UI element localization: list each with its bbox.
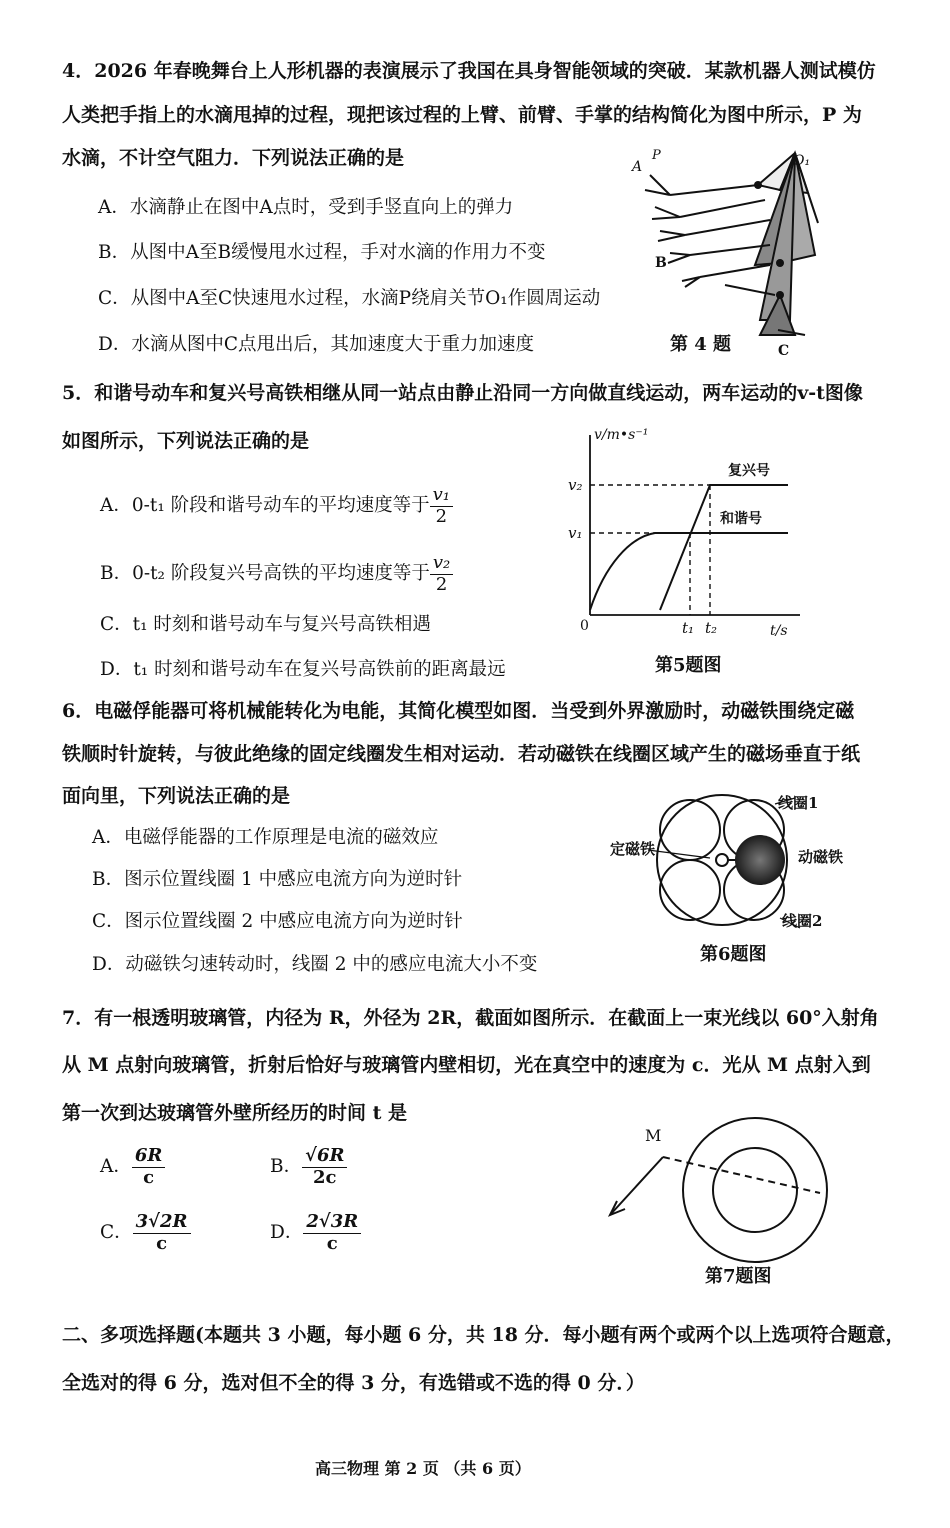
q5-legend-fuxing: 复兴号 — [728, 463, 770, 479]
q6-caption: 第6题图 — [700, 944, 767, 965]
q7-option-c-fraction: $\frac{3√2R}{c}$ — [133, 1212, 191, 1254]
q5-tick-t1: t₁ — [682, 619, 695, 637]
q4-label-c: C — [778, 343, 790, 359]
q5-caption: 第5题图 — [655, 655, 722, 676]
q4-option-c: C．从图中A至C快速甩水过程，水滴P绕肩关节O₁作圆周运动 — [98, 288, 601, 309]
q7-normal-line — [663, 1157, 820, 1193]
q7-stem-line3: 第一次到达玻璃管外壁所经历的时间 t 是 — [62, 1102, 408, 1124]
q6-stem-line1: 6．电磁俘能器可将机械能转化为电能，其简化模型如图．当受到外界激励时，动磁铁围绕定磁 — [62, 700, 855, 722]
q5-vt-chart — [560, 425, 820, 640]
q5-ylabel: v/m•s⁻¹ — [594, 427, 649, 443]
q5-option-a-fraction: $\frac{\text{v₁}}{2}$ — [430, 485, 453, 527]
q6-stem-line2: 铁顺时针旋转，与彼此绝缘的固定线圈发生相对运动．若动磁铁在线圈区域产生的磁场垂直于纸 — [62, 743, 861, 765]
q5-series-fuxing — [660, 485, 788, 610]
q6-option-d: D．动磁铁匀速转动时，线圈 2 中的感应电流大小不变 — [92, 954, 538, 975]
q7-option-b-label: B． — [270, 1156, 303, 1178]
q4-option-a: A．水滴静止在图中A点时，受到手竖直向上的弹力 — [98, 197, 514, 218]
q4-stem-line3: 水滴，不计空气阻力．下列说法正确的是 — [62, 147, 405, 169]
q7-option-a — [100, 1146, 165, 1188]
q5-legend-hexie: 和谐号 — [720, 511, 762, 527]
q7-inner-circle — [713, 1148, 797, 1232]
q4-caption: 第 4 题 — [670, 334, 732, 355]
q7-stem-line1: 7．有一根透明玻璃管，内径为 R，外径为 2R，截面如图所示．在截面上一束光线以 60°入射角 — [62, 1007, 879, 1029]
q7-label-m: M — [645, 1126, 662, 1145]
q7-glass-tube-figure — [605, 1115, 835, 1265]
q6-label-fixed: 定磁铁 — [610, 840, 656, 858]
section2-heading-line2: 全选对的得 6 分，选对但不全的得 3 分，有选错或不选的得 0 分．） — [62, 1372, 645, 1394]
q7-option-d-label: D． — [270, 1222, 304, 1244]
q4-option-b: B．从图中A至B缓慢甩水过程，手对水滴的作用力不变 — [98, 242, 546, 263]
section2-heading-line1: 二、多项选择题(本题共 3 小题，每小题 6 分，共 18 分．每小题有两个或两个以上选项符合题意， — [62, 1324, 905, 1346]
q6-label-moving: 动磁铁 — [798, 848, 844, 866]
page-footer: 高三物理 第 2 页 （共 6 页） — [315, 1459, 531, 1478]
q7-caption: 第7题图 — [705, 1266, 772, 1287]
q7-option-c-label: C． — [100, 1222, 133, 1244]
q5-option-c: C．t₁ 时刻和谐号动车与复兴号高铁相遇 — [100, 614, 431, 635]
q5-stem-line2: 如图所示，下列说法正确的是 — [62, 430, 310, 452]
q4-label-a: A — [632, 159, 643, 175]
q4-stem-line2: 人类把手指上的水滴甩掉的过程，现把该过程的上臂、前臂、手掌的结构简化为图中所示，P 为 — [62, 104, 862, 126]
q5-origin: 0 — [580, 618, 589, 634]
q6-option-a: A．电磁俘能器的工作原理是电流的磁效应 — [92, 827, 439, 848]
q7-option-a-label: A． — [100, 1156, 132, 1178]
q6-moving-magnet — [735, 835, 785, 885]
q4-label-p: P — [652, 148, 661, 163]
q6-option-b: B．图示位置线圈 1 中感应电流方向为逆时针 — [92, 869, 463, 890]
q5-option-a-text: A．0-t₁ 阶段和谐号动车的平均速度等于 — [100, 495, 430, 517]
q4-option-d: D．水滴从图中C点甩出后，其加速度大于重力加速度 — [98, 334, 534, 355]
q5-option-b-text: B．0-t₂ 阶段复兴号高铁的平均速度等于 — [100, 563, 430, 585]
q5-tick-t2: t₂ — [705, 619, 718, 637]
q6-option-c: C．图示位置线圈 2 中感应电流方向为逆时针 — [92, 911, 463, 932]
q6-fixed-magnet — [716, 854, 728, 866]
q7-incident-ray — [610, 1157, 663, 1215]
q6-label-coil1: 线圈1 — [778, 794, 819, 812]
q5-xlabel: t/s — [770, 623, 788, 639]
q6-stem-line3: 面向里，下列说法正确的是 — [62, 785, 291, 807]
q4-robot-arm-figure — [630, 145, 840, 360]
q7-option-c — [100, 1212, 191, 1254]
q6-energy-harvester-figure — [610, 790, 850, 940]
q6-label-coil2: 线圈2 — [782, 912, 823, 930]
q7-option-b-fraction: $\frac{√6R}{2c}$ — [302, 1146, 347, 1188]
q5-tick-v2: v₂ — [568, 476, 583, 494]
q7-option-a-fraction: $\frac{6R}{c}$ — [132, 1146, 165, 1188]
q7-stem-line2: 从 M 点射向玻璃管，折射后恰好与玻璃管内壁相切，光在真空中的速度为 c．光从 M 点射入到 — [62, 1054, 871, 1076]
q5-series-hexie — [590, 533, 788, 610]
q4-label-o1: O₁ — [793, 153, 811, 169]
q5-option-b-fraction: $\frac{\text{v₂}}{2}$ — [430, 553, 453, 595]
q5-option-d: D．t₁ 时刻和谐号动车在复兴号高铁前的距离最远 — [100, 659, 506, 680]
q6-coil-bottom-left — [660, 860, 720, 920]
q5-stem-line1: 5．和谐号动车和复兴号高铁相继从同一站点由静止沿同一方向做直线运动，两车运动的v-t图像 — [62, 382, 863, 404]
q7-option-d — [270, 1212, 361, 1254]
q4-label-b: B — [655, 255, 667, 271]
q5-option-b — [100, 553, 453, 595]
q5-option-a — [100, 485, 453, 527]
q6-coil-top-left — [660, 800, 720, 860]
q7-option-b — [270, 1146, 347, 1188]
q7-option-d-fraction: $\frac{2√3R}{c}$ — [303, 1212, 361, 1254]
q4-stem-line1: 4．2026 年春晚舞台上人形机器的表演展示了我国在具身智能领域的突破．某款机器人测试模仿 — [62, 60, 876, 82]
q5-tick-v1: v₁ — [568, 524, 583, 542]
